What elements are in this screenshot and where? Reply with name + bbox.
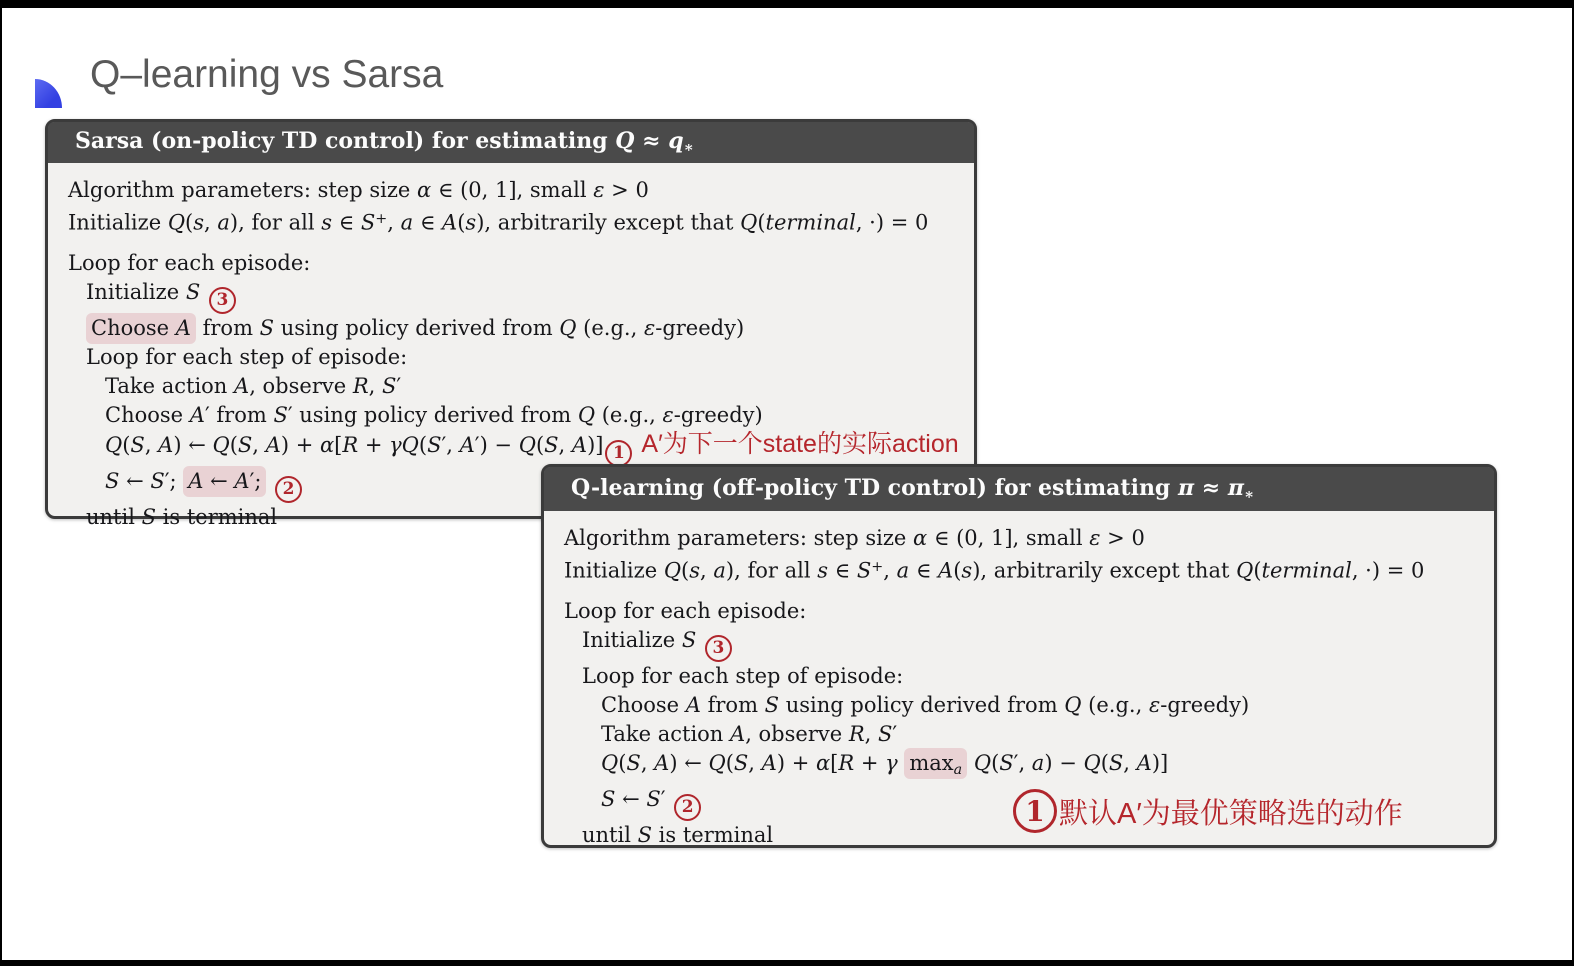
pseudocode-line: Algorithm parameters: step size α ∈ (0, 1], small ε > 0: [68, 178, 649, 203]
sarsa-box-title: Sarsa (on-policy TD control) for estimating Q ≈ q∗: [48, 122, 974, 163]
sarsa-annotation-text: A′为下一个state的实际action: [634, 429, 959, 458]
pseudocode-line: Take action A, observe R, S′: [105, 373, 402, 398]
circled-number-icon: 3: [705, 635, 732, 662]
pseudocode-line: until S is terminal: [86, 504, 278, 529]
pseudocode-line: Choose A from S using policy derived from Q (e.g., ε-greedy): [86, 314, 974, 343]
qlearning-box-title: Q-learning (off-policy TD control) for estimating π ≈ π∗: [544, 467, 1494, 511]
pseudocode-line: Q(S, A) ← Q(S, A) + α[R + γQ(S′, A′) − Q(S, A)] 1 A′为下一个state的实际action: [105, 430, 974, 467]
pseudocode-line: Initialize S 3: [86, 278, 974, 314]
pseudocode-line: until S is terminal: [582, 822, 774, 847]
pseudocode-line: Loop for each episode:: [68, 250, 311, 275]
circled-number-icon: 3: [209, 287, 236, 314]
pseudocode-line: S ← S′ 2: [601, 785, 1494, 821]
highlight-mark: A ← A′;: [183, 466, 266, 497]
qlearning-annotation: [1013, 789, 1403, 833]
pseudocode-line: Initialize Q(s, a), for all s ∈ S+, a ∈ A(s), arbitrarily except that Q(terminal, ·) = 0: [564, 558, 1425, 583]
pseudocode-line: Initialize Q(s, a), for all s ∈ S+, a ∈ A(s), arbitrarily except that Q(terminal, ·) = 0: [68, 210, 929, 235]
pseudocode-line: Take action A, observe R, S′: [601, 721, 898, 746]
pseudocode-line: Loop for each step of episode:: [86, 344, 408, 369]
pseudocode-line: Algorithm parameters: step size α ∈ (0, 1], small ε > 0: [564, 526, 1145, 551]
pseudocode-line: Choose A from S using policy derived from Q (e.g., ε-greedy): [601, 692, 1250, 717]
slide-title: Q–learning vs Sarsa: [90, 53, 444, 96]
pseudocode-line: Loop for each episode:: [564, 598, 807, 623]
highlight-mark: maxa: [904, 748, 967, 779]
circled-1-icon: 1: [1013, 789, 1057, 833]
qlearning-annotation-text: 默认A′为最优策略选的动作: [1059, 797, 1403, 830]
pseudocode-line: Choose A′ from S′ using policy derived from Q (e.g., ε-greedy): [105, 402, 763, 427]
circled-number-icon: 2: [674, 794, 701, 821]
sarsa-algorithm-box: [45, 119, 977, 529]
highlight-mark: Choose A: [86, 313, 196, 344]
circled-number-icon: 1: [605, 440, 632, 467]
pseudocode-line: S ← S′; A ← A′; 2: [105, 467, 974, 503]
pseudocode-line: Loop for each step of episode:: [582, 663, 904, 688]
pseudocode-line: Q(S, A) ← Q(S, A) + α[R + γ maxa Q(S′, a) − Q(S, A)]: [601, 749, 1494, 785]
pseudocode-line: Initialize S 3: [582, 626, 1494, 662]
circled-number-icon: 2: [275, 476, 302, 503]
